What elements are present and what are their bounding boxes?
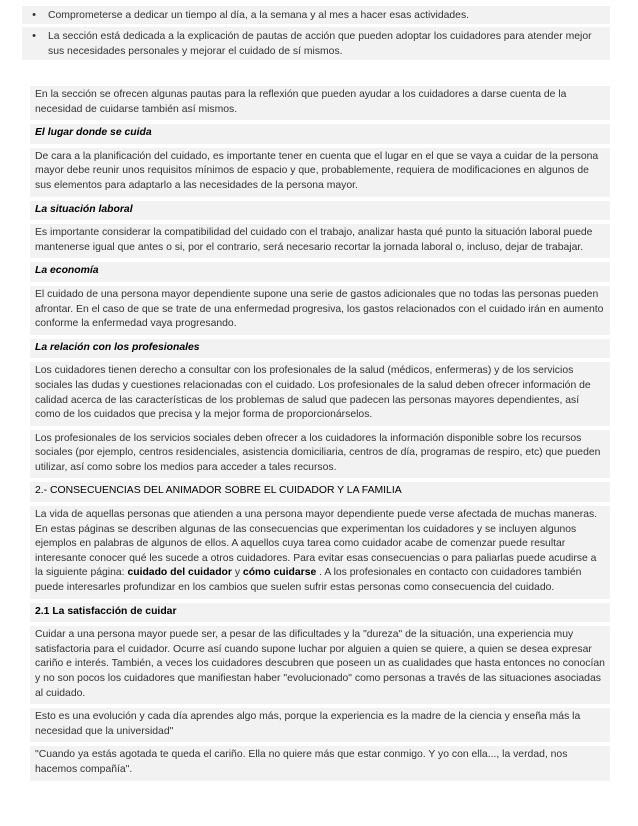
paragraph-profesionales-salud: Los cuidadores tienen derecho a consultar con los profesionales de la salud (médicos, enfermeras) y de los servicios sociales las dudas y cuestiones relacionadas con el cuidado. Los profesionales de la salud deben ofrecer información de calidad acerca de las características de los problemas de salud que padecen las personas mayores dependientes, así como de los cuidados que precisa y la mejor forma de proporcionárselos. [30, 362, 610, 425]
link-como-cuidarse[interactable]: cómo cuidarse [242, 567, 317, 579]
intro-paragraph: En la sección se ofrecen algunas pautas para la reflexión que pueden ayudar a los cuidadores a darse cuenta de la necesidad de cuidarse también así mismos. [30, 86, 610, 120]
list-item [22, 6, 610, 24]
link-cuidado-del-cuidador[interactable]: cuidado del cuidador [127, 567, 232, 579]
quote-paragraph: "Cuando ya estás agotada te queda el cariño. Ella no quiere más que estar conmigo. Y yo con ella..., la verdad, nos hacemos compañía". [30, 746, 610, 780]
paragraph-consecuencias [30, 506, 610, 599]
bullet-dot-icon: • [32, 9, 36, 21]
list-item-text: La sección está dedicada a la explicación de pautas de acción que pueden adoptar los cuidadores para atender mejor sus necesidades personales y mejorar el cuidado de sí mismos. [48, 31, 592, 57]
paragraph-profesionales-sociales: Los profesionales de los servicios sociales deben ofrecer a los cuidadores la información disponible sobre los recursos sociales (por ejemplo, centros residenciales, asistencia domiciliaria, centros de día, programas de respiro, etc) que pueden utilizar, así como sobre los medios para acceder a tales recursos. [30, 430, 610, 479]
bullet-list [22, 6, 610, 63]
section-heading-economia: La economía [30, 262, 610, 282]
bullet-dot-icon: • [32, 30, 36, 42]
section-heading-consecuencias: 2.- CONSECUENCIAS DEL ANIMADOR SOBRE EL CUIDADOR Y LA FAMILIA [30, 482, 610, 502]
section-heading-laboral: La situación laboral [30, 201, 610, 221]
list-item [22, 27, 610, 60]
paragraph-lugar: De cara a la planificación del cuidado, es importante tener en cuenta que el lugar en el que se vaya a cuidar de la persona mayor debe reunir unos requisitos mínimos de espacio y que, probablemente, requiera de modificaciones en algunos de sus elementos para adaptarlo a las necesidades de la persona mayor. [30, 148, 610, 197]
paragraph-satisfaccion: Cuidar a una persona mayor puede ser, a pesar de las dificultades y la "dureza" de la situación, una experiencia muy satisfactoria para el cuidador. Ocurre así cuando supone luchar por alguien a quien se quiere, a quien se desea expresar cariño e interés. También, a veces los cuidadores descubren que poseen un as cualidades que hasta entonces no conocían y no son pocos los cuidadores que manifiestan haber "evolucionado" como personas a través de las situaciones asociadas al cuidado. [30, 626, 610, 704]
paragraph-evolucion: Esto es una evolución y cada día aprendes algo más, porque la experiencia es la madre de la ciencia y enseña más la necesidad que la universidad" [30, 708, 610, 742]
paragraph-text: . A los profesionales en contacto con cuidadores también puede interesarles profundizar en los cambios que suelen sufrir estas personas como consecuencia del cuidado. [35, 567, 582, 594]
conjunction-text: y [231, 567, 243, 579]
section-heading-lugar: El lugar donde se cuida [30, 124, 610, 144]
section-heading-satisfaccion: 2.1 La satisfacción de cuidar [30, 603, 610, 623]
list-item-text: Comprometerse a dedicar un tiempo al día, a la semana y al mes a hacer esas actividades. [48, 10, 470, 21]
paragraph-text: La vida de aquellas personas que atienden a una persona mayor dependiente puede verse afectada de muchas maneras. En estas páginas se describen algunas de las consecuencias que experimentan los cuidadores y se incluyen algunos ejemplos en palabras de algunos de ellos. A aquellos cuya tarea como cuidador acabe de comenzar puede resultar interesante conocer qué les sucede a otros cuidadores. Para evitar esas consecuencias o para paliarlas puede acudirse a la siguiente página: [35, 509, 598, 579]
paragraph-laboral: Es importante considerar la compatibilidad del cuidado con el trabajo, analizar hasta qué punto la situación laboral puede mantenerse igual que antes o si, por el contrario, será necesario recortar la jornada laboral o, incluso, dejar de trabajar. [30, 224, 610, 258]
article-body [30, 86, 610, 785]
paragraph-economia: El cuidado de una persona mayor dependiente supone una serie de gastos adicionales que no todas las personas pueden afrontar. En el caso de que se trate de una enfermedad progresiva, los gastos relacionados con el cuidado irán en aumento conforme la enfermedad vaya progresando. [30, 286, 610, 335]
section-heading-profesionales: La relación con los profesionales [30, 339, 610, 359]
